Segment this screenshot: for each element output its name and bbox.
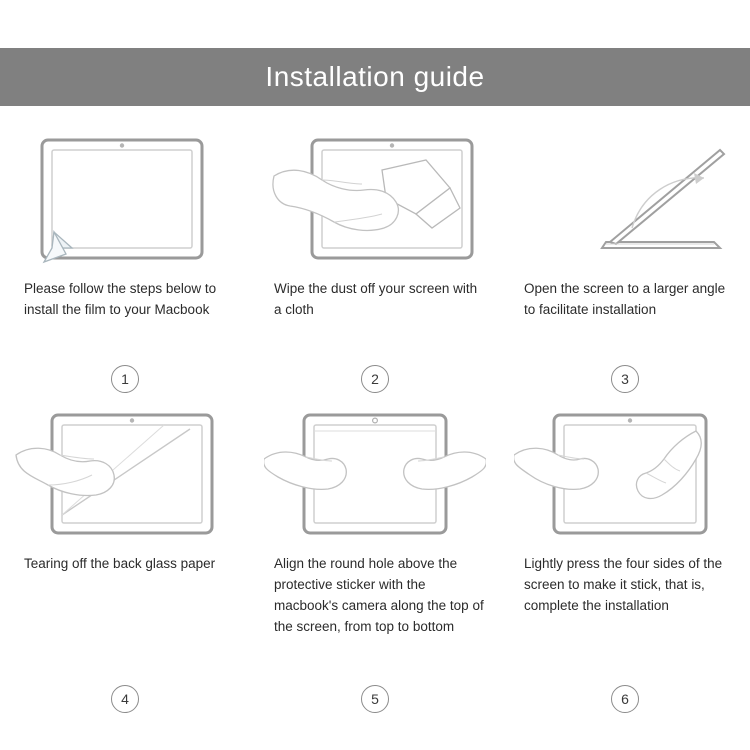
step-2-number: 2	[361, 365, 389, 393]
page-title: Installation guide	[265, 61, 485, 92]
step-4-illustration	[14, 411, 236, 543]
step-3-number: 3	[611, 365, 639, 393]
step-card-6	[500, 405, 750, 725]
step-1-illustration	[14, 136, 236, 268]
header-banner	[0, 48, 750, 106]
step-3-illustration	[514, 136, 736, 268]
step-6-caption: Lightly press the four sides of the screen to make it stick, that is, complete the installation	[524, 556, 723, 613]
step-5-number-wrap	[264, 685, 486, 713]
step-5-caption: Align the round hole above the protective sticker with the macbook's camera along the top of the screen, from top to bottom	[274, 556, 484, 634]
step-2-number-wrap	[264, 365, 486, 393]
step-1-number: 1	[111, 365, 139, 393]
step-3-number-wrap	[514, 365, 736, 393]
step-card-2	[250, 130, 500, 405]
step-2-illustration	[264, 136, 486, 268]
step-4-number-wrap	[14, 685, 236, 713]
step-6-number-wrap	[514, 685, 736, 713]
steps-grid	[0, 130, 750, 725]
step-6-number: 6	[611, 685, 639, 713]
step-card-3	[500, 130, 750, 405]
step-2-caption: Wipe the dust off your screen with a cloth	[274, 281, 478, 317]
step-1-number-wrap	[14, 365, 236, 393]
step-5-illustration	[264, 411, 486, 543]
step-4-caption: Tearing off the back glass paper	[24, 556, 216, 571]
step-4-number: 4	[111, 685, 139, 713]
step-3-caption: Open the screen to a larger angle to facilitate installation	[524, 281, 726, 317]
step-card-1	[0, 130, 250, 405]
step-1-caption: Please follow the steps below to install the film to your Macbook	[24, 281, 217, 317]
step-card-5	[250, 405, 500, 725]
step-5-number: 5	[361, 685, 389, 713]
step-card-4	[0, 405, 250, 725]
step-6-illustration	[514, 411, 736, 543]
